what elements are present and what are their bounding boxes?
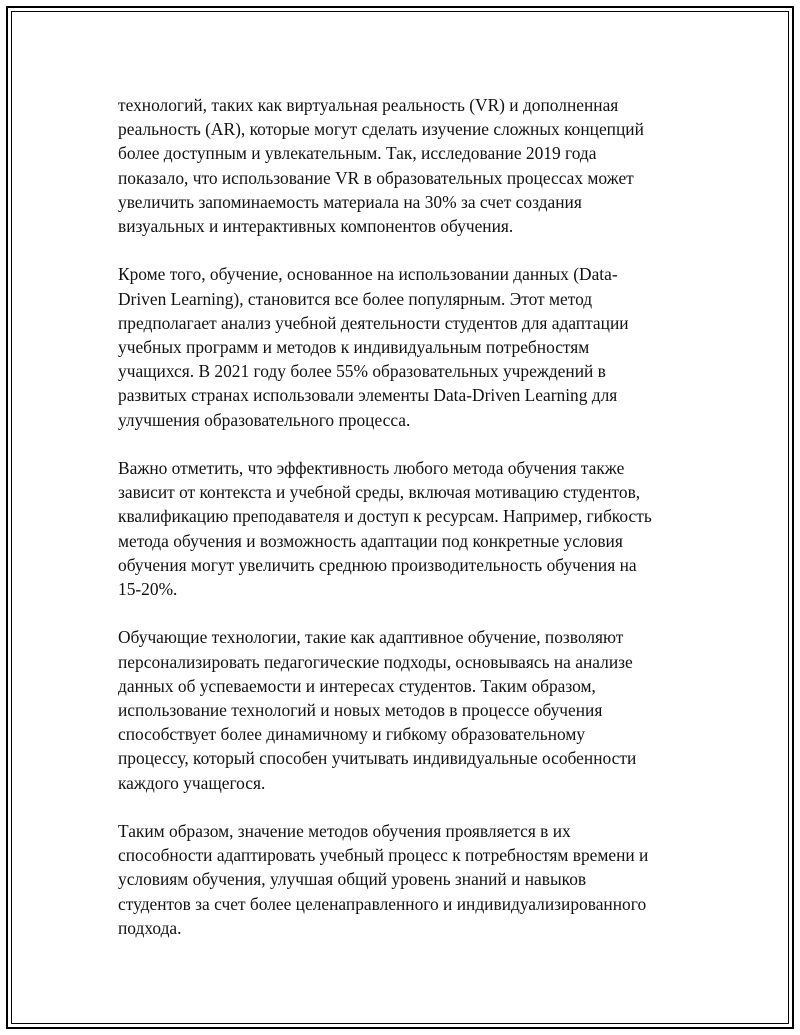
- text-line: способствует более динамичному и гибкому образовательному: [118, 724, 586, 745]
- text-line: подхода.: [118, 917, 182, 938]
- text-line: квалификацию преподавателя и доступ к ресурсам. Например, гибкость: [118, 506, 652, 527]
- document-body: [118, 93, 684, 964]
- text-line: учебных программ и методов к индивидуальным потребностям: [118, 337, 590, 358]
- text-line: зависит от контекста и учебной среды, включая мотивацию студентов,: [118, 482, 641, 503]
- text-line: Driven Learning), становится все более популярным. Этот метод: [118, 288, 593, 309]
- text-line: Таким образом, значение методов обучения проявляется в их: [118, 821, 571, 842]
- text-line: развитых странах использовали элементы Data-Driven Learning для: [118, 385, 618, 406]
- text-line: 15-20%.: [118, 579, 178, 600]
- text-line: использование технологий и новых методов в процессе обучения: [118, 700, 603, 721]
- text-line: улучшения образовательного процесса.: [118, 409, 411, 430]
- text-line: показало, что использование VR в образовательных процессах может: [118, 167, 634, 188]
- text-line: способности адаптировать учебный процесс к потребностям времени и: [118, 845, 649, 866]
- text-line: учащихся. В 2021 году более 55% образовательных учреждений в: [118, 361, 606, 382]
- text-line: более доступным и увлекательным. Так, исследование 2019 года: [118, 143, 597, 164]
- text-line: метода обучения и возможность адаптации под конкретные условия: [118, 530, 623, 551]
- text-line: предполагает анализ учебной деятельности студентов для адаптации: [118, 312, 629, 333]
- text-line: увеличить запоминаемость материала на 30% за счет создания: [118, 191, 582, 212]
- paragraph-5: [118, 819, 684, 940]
- text-line: Кроме того, обучение, основанное на использовании данных (Data-: [118, 264, 618, 285]
- text-line: каждого учащегося.: [118, 772, 266, 793]
- text-line: обучения могут увеличить среднюю производительность обучения на: [118, 554, 637, 575]
- text-line: процессу, который способен учитывать индивидуальные особенности: [118, 748, 637, 769]
- text-line: визуальных и интерактивных компонентов обучения.: [118, 216, 514, 237]
- text-line: персонализировать педагогические подходы, основываясь на анализе: [118, 651, 633, 672]
- paragraph-4: [118, 625, 684, 794]
- text-line: реальность (AR), которые могут сделать изучение сложных концепций: [118, 119, 644, 140]
- text-line: технологий, таких как виртуальная реальность (VR) и дополненная: [118, 95, 619, 115]
- text-line: условиям обучения, улучшая общий уровень знаний и навыков: [118, 869, 587, 890]
- paragraph-2: [118, 262, 684, 431]
- text-line: Обучающие технологии, такие как адаптивное обучение, позволяют: [118, 627, 624, 648]
- text-line: данных об успеваемости и интересах студентов. Таким образом,: [118, 675, 596, 696]
- text-line: студентов за счет более целенаправленного и индивидуализированного: [118, 893, 647, 914]
- paragraph-3: [118, 456, 684, 601]
- text-line: Важно отметить, что эффективность любого метода обучения также: [118, 458, 625, 479]
- paragraph-1: [118, 93, 684, 238]
